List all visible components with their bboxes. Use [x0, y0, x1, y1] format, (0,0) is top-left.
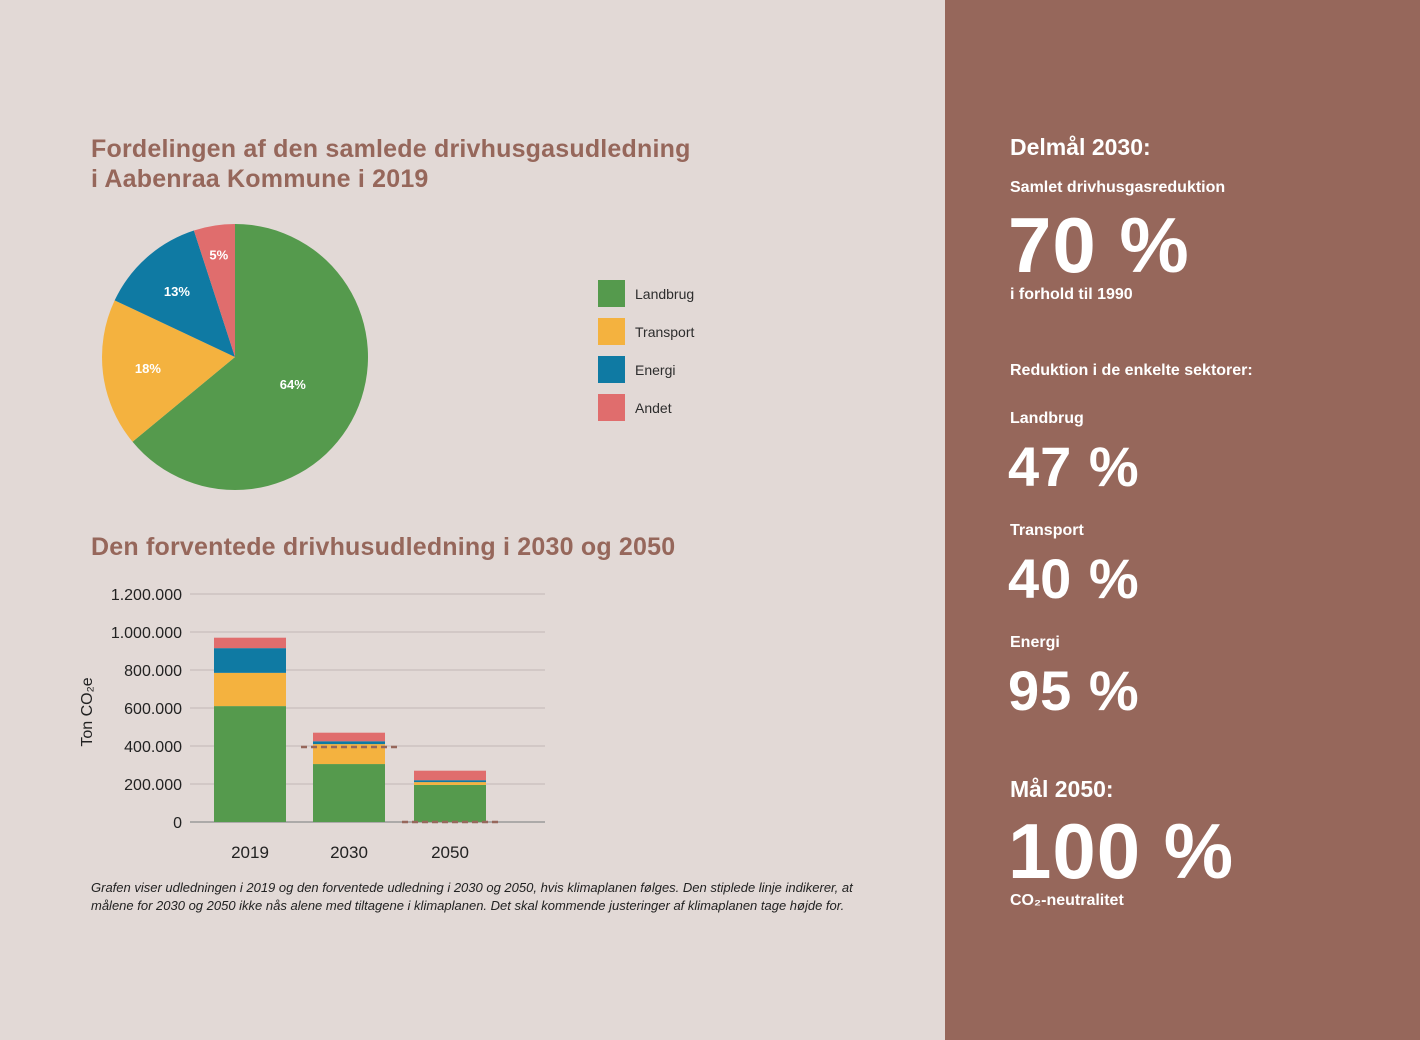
- samlet-label: Samlet drivhusgasreduktion: [1010, 179, 1226, 196]
- bar-segment-andet-2050: [414, 771, 486, 781]
- delmaal-heading: Delmål 2030:: [1010, 134, 1151, 160]
- sector-label-landbrug: Landbrug: [1010, 410, 1084, 427]
- y-tick-label: 600.000: [124, 701, 182, 718]
- bar-segment-andet-2030: [313, 733, 385, 742]
- pie-chart-title: [91, 134, 811, 194]
- bar-chart: [60, 570, 560, 870]
- sector-label-transport: Transport: [1010, 522, 1084, 539]
- sector-value-transport: 40 %: [1008, 547, 1140, 610]
- sector-label-energi: Energi: [1010, 634, 1060, 651]
- y-tick-label: 800.000: [124, 663, 182, 680]
- y-axis-label: Ton CO₂e: [79, 677, 96, 747]
- legend-label: Andet: [635, 400, 672, 416]
- x-tick-label: 2019: [231, 843, 269, 862]
- maal2050-note: CO₂-neutralitet: [1010, 892, 1124, 909]
- legend-label: Energi: [635, 362, 676, 378]
- legend-swatch-energi: [598, 356, 625, 383]
- pie-title-line-2: i Aabenraa Kommune i 2019: [91, 165, 429, 193]
- legend-item-transport: [598, 318, 768, 356]
- legend-swatch-andet: [598, 394, 625, 421]
- pie-title-line-1: Fordelingen af den samlede drivhusgasudledning: [91, 135, 691, 163]
- sector-value-energi: 95 %: [1008, 659, 1140, 722]
- samlet-value: 70 %: [1008, 201, 1190, 289]
- pie-label-andet: 5%: [209, 247, 229, 263]
- legend-item-landbrug: [598, 280, 768, 318]
- sector-value-landbrug: 47 %: [1008, 435, 1140, 498]
- legend-label: Landbrug: [635, 286, 695, 302]
- legend-swatch-transport: [598, 318, 625, 345]
- pie-label-transport: 18%: [134, 361, 161, 377]
- pie-chart: [95, 215, 385, 505]
- bar-segment-landbrug-2050: [414, 785, 486, 822]
- y-tick-label: 400.000: [124, 739, 182, 756]
- legend-item-andet: [598, 394, 768, 432]
- y-tick-label: 0: [173, 815, 182, 832]
- y-tick-label: 200.000: [124, 777, 182, 794]
- bar-segment-transport-2019: [214, 673, 286, 706]
- bar-segment-andet-2019: [214, 638, 286, 648]
- pie-legend: [598, 280, 768, 432]
- y-tick-label: 1.200.000: [110, 587, 182, 604]
- bar-chart-title: Den forventede drivhusudledning i 2030 og 2050: [91, 533, 676, 561]
- bar-segment-transport-2050: [414, 782, 486, 785]
- x-tick-label: 2030: [330, 843, 368, 862]
- y-tick-label: 1.000.000: [110, 625, 182, 642]
- bar-segment-energi-2050: [414, 780, 486, 782]
- pie-label-energi: 13%: [163, 284, 190, 300]
- bar-segment-energi-2030: [313, 741, 385, 744]
- chart-caption: Grafen viser udledningen i 2019 og den forventede udledning i 2030 og 2050, hvis klimaplanen følges. Den stiplede linje indikerer, at målene for 2030 og 2050 ikke nås alene med tiltagene i klimaplanen. Det skal kommende justeringer af klimaplanen tage højde for.: [91, 880, 853, 913]
- pie-label-landbrug: 64%: [279, 377, 306, 393]
- legend-label: Transport: [635, 324, 695, 340]
- legend-item-energi: [598, 356, 768, 394]
- sektor-heading: Reduktion i de enkelte sektorer:: [1010, 362, 1253, 379]
- legend-swatch-landbrug: [598, 280, 625, 307]
- bar-segment-landbrug-2019: [214, 706, 286, 822]
- bar-segment-landbrug-2030: [313, 764, 385, 822]
- maal2050-value: 100 %: [1008, 807, 1235, 895]
- bar-segment-energi-2019: [214, 648, 286, 673]
- samlet-note: i forhold til 1990: [1010, 286, 1133, 303]
- right-panel: [945, 0, 1420, 1040]
- x-tick-label: 2050: [431, 843, 469, 862]
- maal2050-heading: Mål 2050:: [1010, 776, 1114, 802]
